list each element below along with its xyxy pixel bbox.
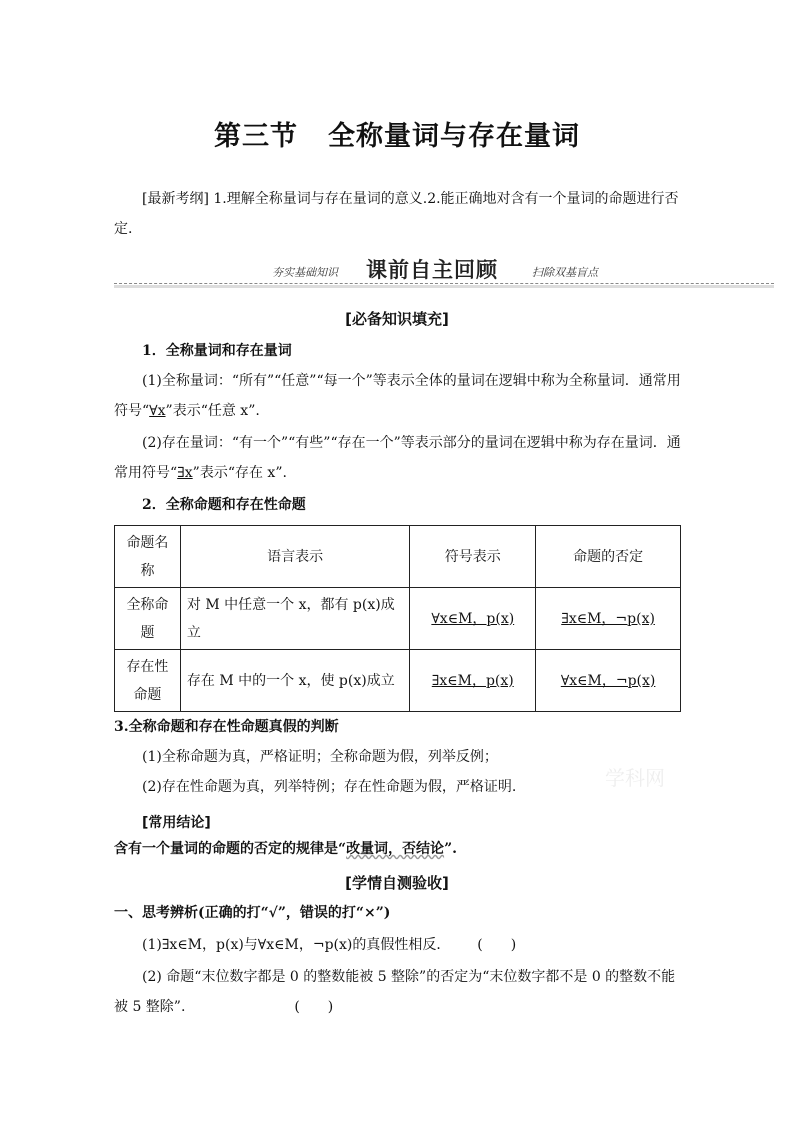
- outline-label: [最新考纲]: [142, 191, 209, 207]
- outline-text: 1.理解全称量词与存在量词的意义.2.能正确地对含有一个量词的命题进行否定.: [114, 191, 679, 237]
- table-cell: 全称命题: [115, 588, 181, 650]
- conclusion-text: 含有一个量词的命题的否定的规律是“改量词，否结论”.: [114, 841, 457, 857]
- page-title: [0, 114, 794, 153]
- conclusion-rule: 改量词，否结论: [346, 841, 445, 857]
- watermark: 学科网: [605, 766, 665, 790]
- title-section-number: 第三节: [214, 121, 298, 152]
- table-cell: 存在性命题: [115, 650, 181, 712]
- table-cell: 存在 M 中的一个 x，使 p(x)成立: [180, 650, 409, 712]
- item3-existential-judgement: (2)存在性命题为真，列举特例；存在性命题为假，严格证明.: [142, 779, 517, 795]
- banner-shade: [114, 285, 774, 288]
- section-heading-selftest: [学情自测验收]: [345, 874, 449, 892]
- item3-universal-judgement: (1)全称命题为真，严格证明；全称命题为假，列举反例；: [142, 749, 498, 765]
- exam-outline: [114, 184, 681, 244]
- item3-title: 3.全称命题和存在性命题真假的判断: [114, 719, 339, 735]
- universal-symbol: ∀x: [149, 403, 166, 419]
- question-group-title: 一、思考辨析(正确的打“√”，错误的打“×”): [114, 905, 391, 921]
- table-cell: ∃x∈M，p(x): [410, 650, 536, 712]
- conclusion-label: [常用结论]: [142, 815, 211, 831]
- section-heading-knowledge: [必备知识填充]: [345, 310, 449, 328]
- banner-divider: [114, 283, 774, 284]
- table-header-row: [115, 526, 681, 588]
- answer-blank: ( ): [477, 937, 517, 953]
- question-2: (2) 命题“末位数字都是 0 的整数能被 5 整除”的否定为“末位数字都不是 0 的整数不能被 5 整除”. ( ): [114, 969, 676, 1015]
- banner-right-text: 扫除双基盲点: [532, 266, 598, 279]
- table-cell: ∀x∈M，¬p(x): [536, 650, 681, 712]
- table-header-cell: 符号表示: [410, 526, 536, 588]
- banner-main-text: 课前自主回顾: [366, 258, 498, 282]
- banner-left-text: 夯实基础知识: [272, 266, 338, 279]
- existential-symbol: ∃x: [177, 465, 193, 481]
- table-cell: 对 M 中任意一个 x，都有 p(x)成立: [180, 588, 409, 650]
- table-row: [115, 588, 681, 650]
- table-header-cell: 语言表示: [180, 526, 409, 588]
- table-header-cell: 命题名称: [115, 526, 181, 588]
- title-topic: 全称量词与存在量词: [328, 121, 580, 152]
- table-cell: ∃x∈M，¬p(x): [536, 588, 681, 650]
- item2-title: 2．全称命题和存在性命题: [142, 497, 306, 513]
- table-row: [115, 650, 681, 712]
- answer-blank: ( ): [294, 999, 334, 1015]
- item1-existential-quantifier: (2)存在量词：“有一个”“有些”“存在一个”等表示部分的量词在逻辑中称为存在量词．通常用符号“∃x”表示“存在 x”.: [114, 435, 681, 481]
- proposition-table: [114, 525, 681, 712]
- section-banner: [114, 254, 774, 284]
- item1-title: 1．全称量词和存在量词: [142, 343, 292, 359]
- item1-universal-quantifier: (1)全称量词：“所有”“任意”“每一个”等表示全体的量词在逻辑中称为全称量词．通常用符号“∀x”表示“任意 x”.: [114, 373, 681, 419]
- table-cell: ∀x∈M，p(x): [410, 588, 536, 650]
- table-header-cell: 命题的否定: [536, 526, 681, 588]
- question-1: (1)∃x∈M，p(x)与∀x∈M，¬p(x)的真假性相反． ( ): [142, 937, 517, 953]
